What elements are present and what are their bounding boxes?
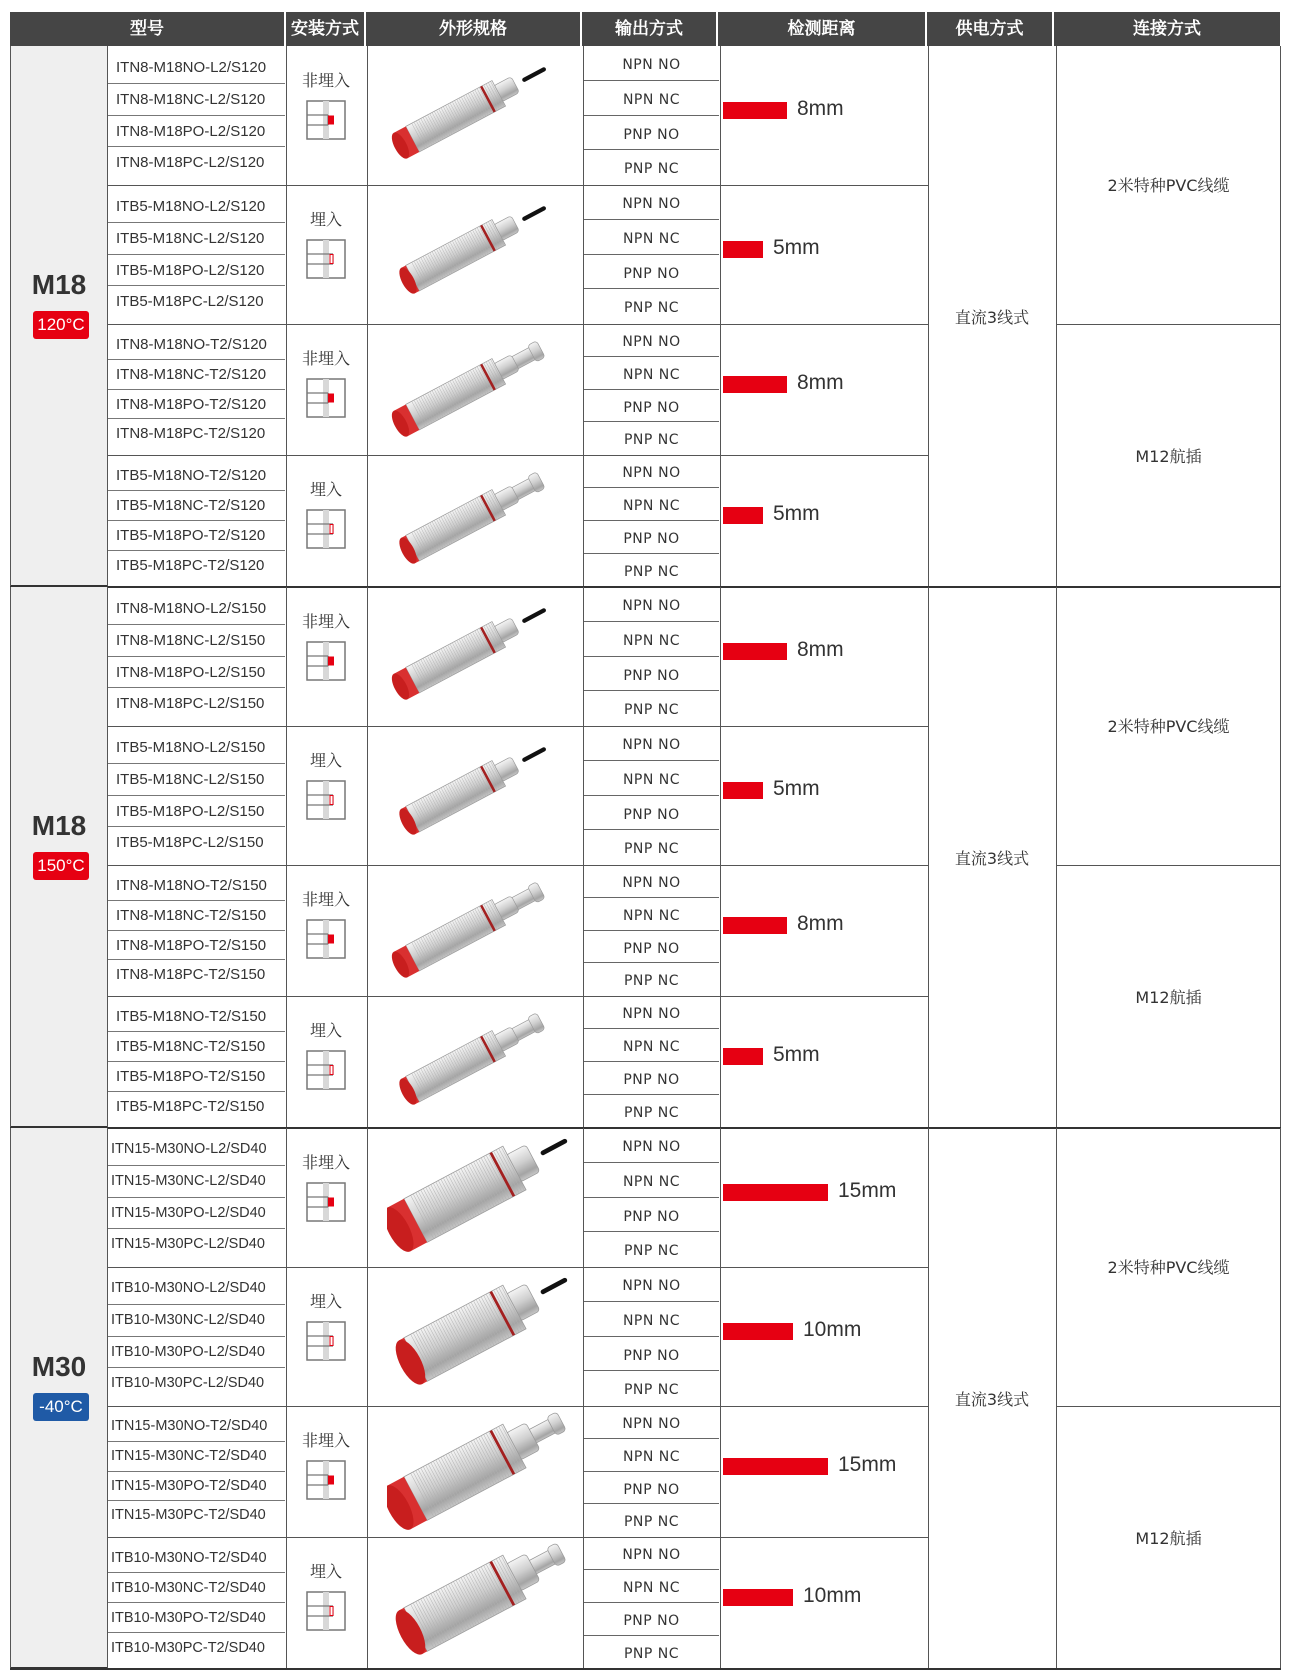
header-connection: 连接方式 [1133,19,1201,39]
model-number: ITN8-M18PO-T2/S120 [108,390,285,420]
non-flush-mount-icon [306,1182,346,1222]
output-type: PNP NO [584,1198,719,1233]
distance-value: 15mm [838,1178,897,1202]
model-number: ITN15-M30NO-T2/SD40 [108,1412,285,1442]
output-type: PNP NO [584,255,719,290]
temperature-badge: 150°C [33,852,89,880]
model-number: ITB5-M18PC-L2/S120 [116,293,264,311]
column-divider [286,1128,287,1669]
output-type: PNP NO [584,796,719,831]
column-divider [367,587,368,1128]
distance-value: 8mm [797,911,844,935]
mount-type-label: 非埋入 [301,890,350,909]
distance-value: 10mm [803,1584,862,1607]
output-type: NPN NC [584,1570,719,1603]
output-type: PNP NO [584,1603,719,1636]
output-type: NPN NO [584,1128,719,1163]
distance-bar [723,1589,793,1606]
output-type: NPN NC [584,1439,719,1472]
size-cell [10,1128,107,1669]
output-type: NPN NC [584,622,719,657]
non-flush-mount-icon [306,641,346,681]
output-type: NPN NO [584,996,719,1029]
output-type: NPN NO [584,1267,719,1302]
output-type: PNP NO [584,657,719,692]
model-number: ITB5-M18NC-L2/S120 [108,223,285,255]
output-type: NPN NC [584,488,719,521]
mount-type-label: 埋入 [309,1562,342,1581]
output-type: NPN NC [584,81,719,116]
distance-bar [723,1184,828,1201]
model-number: ITB10-M30PC-L2/SD40 [111,1375,265,1392]
mount-type-label: 埋入 [309,210,342,229]
header-shape: 外形规格 [366,12,582,46]
distance-bar [723,241,763,258]
output-type: NPN NO [584,1406,719,1439]
distance-value: 10mm [803,1317,862,1341]
output-type: NPN NC [584,898,719,931]
mount-type-label: 非埋入 [301,349,350,368]
row-divider [107,996,928,997]
row-divider [1056,865,1281,866]
column-divider [10,587,11,1128]
model-number: ITN8-M18NO-L2/S120 [108,52,285,84]
model-number: ITN8-M18PC-L2/S150 [116,695,265,713]
non-flush-mount-icon [306,378,346,418]
distance-value: 8mm [797,370,844,394]
model-number: ITN8-M18PC-T2/S150 [116,966,266,984]
model-number: ITB5-M18PO-T2/S120 [108,521,285,551]
connection-cable: 2米特种PVC线缆 [1107,1258,1230,1277]
model-number: ITB5-M18PC-T2/S150 [116,1098,265,1115]
flush-mount-icon [306,509,346,549]
column-divider [583,587,584,1128]
output-type: NPN NO [584,46,719,81]
column-divider [1056,1128,1057,1669]
sensor-image [387,1271,577,1395]
flush-mount-icon [306,1591,346,1631]
column-divider [286,587,287,1128]
column-divider [286,46,287,587]
mount-type-label: 非埋入 [301,71,350,90]
output-type: PNP NC [623,702,680,719]
non-flush-mount-icon [306,919,346,959]
size-label: M18 [31,809,87,841]
sensor-image [387,463,557,579]
column-divider [1280,1128,1281,1669]
sensor-image [387,1541,577,1665]
column-divider [928,587,929,1128]
output-type: PNP NC [623,432,680,449]
connection-m12: M12航插 [1135,446,1202,466]
output-type: PNP NC [623,1105,680,1121]
output-type: PNP NC [623,300,680,317]
mount-type-label: 非埋入 [301,612,350,631]
model-number: ITN15-M30NO-L2/SD40 [108,1134,285,1166]
model-number: ITB5-M18NO-L2/S150 [108,732,285,764]
output-type: PNP NC [623,1514,680,1531]
power-supply: 直流3线式 [954,848,1030,868]
row-divider [10,1668,1281,1670]
sensor-image [387,193,557,309]
header-model: 型号 [10,12,286,46]
column-divider [1280,587,1281,1128]
size-cell [10,587,107,1128]
model-number: ITN8-M18NC-T2/S120 [108,360,285,390]
model-number: ITN8-M18PO-L2/S120 [108,116,285,148]
column-divider [583,46,584,587]
model-number: ITB5-M18PO-L2/S120 [108,255,285,287]
column-divider [107,1128,108,1669]
column-divider [367,1128,368,1669]
output-type: PNP NC [623,161,680,178]
model-number: ITB5-M18NC-T2/S150 [108,1032,285,1062]
column-divider [583,1128,584,1669]
column-divider [1280,46,1281,587]
output-type: NPN NC [584,1163,719,1198]
model-number: ITN15-M30PO-L2/SD40 [108,1198,285,1230]
model-number: ITN8-M18NC-L2/S120 [108,84,285,116]
row-divider [107,324,928,325]
output-type: NPN NC [584,1029,719,1062]
sensor-image [387,873,557,989]
model-number: ITB10-M30NC-L2/SD40 [108,1305,285,1337]
output-type: PNP NO [584,1337,719,1372]
temperature-badge: 120°C [33,311,89,339]
output-type: NPN NO [584,455,719,488]
model-number: ITN15-M30NC-T2/SD40 [108,1442,285,1472]
row-divider [107,726,928,727]
mount-type-label: 非埋入 [301,1431,350,1450]
connection-m12: M12航插 [1135,987,1202,1007]
output-type: NPN NC [584,1302,719,1337]
flush-mount-icon [306,239,346,279]
model-number: ITN8-M18PC-T2/S120 [116,425,266,443]
output-type: NPN NO [584,865,719,898]
column-divider [720,1128,721,1669]
model-number: ITB5-M18PC-T2/S120 [116,557,265,574]
non-flush-mount-icon [306,1460,346,1500]
model-number: ITN8-M18NC-T2/S150 [108,901,285,931]
model-number: ITN8-M18PC-L2/S120 [116,154,265,172]
row-divider [1056,1406,1281,1407]
header-mount: 安装方式 [286,12,366,46]
model-number: ITB10-M30NO-T2/SD40 [108,1543,285,1573]
output-type: NPN NO [584,324,719,357]
flush-mount-icon [306,1321,346,1361]
header-distance: 检测距离 [718,12,927,46]
sensor-image [387,595,557,711]
distance-bar [723,507,763,524]
connection-m12: M12航插 [1135,1528,1202,1548]
column-divider [720,46,721,587]
output-type: NPN NC [584,761,719,796]
model-number: ITB5-M18NC-T2/S120 [108,491,285,521]
sensor-image [387,734,557,850]
distance-bar [723,782,763,799]
output-type: NPN NC [584,357,719,390]
column-divider [10,46,11,587]
column-divider [928,46,929,587]
row-divider [107,865,928,866]
mount-type-label: 埋入 [309,751,342,770]
non-flush-mount-icon [306,100,346,140]
sensor-image [387,54,557,170]
model-number: ITB10-M30PO-L2/SD40 [108,1337,285,1369]
mount-type-label: 埋入 [309,480,342,499]
output-type: NPN NO [584,726,719,761]
power-supply: 直流3线式 [954,1389,1030,1409]
output-type: PNP NO [584,521,719,554]
column-divider [1056,46,1057,587]
output-type: NPN NO [584,185,719,220]
mount-type-label: 埋入 [309,1292,342,1311]
distance-value: 8mm [797,637,844,661]
model-number: ITN15-M30PC-L2/SD40 [111,1236,265,1253]
column-divider [367,46,368,587]
distance-bar [723,917,787,934]
row-divider [107,185,928,186]
model-number: ITN8-M18PO-T2/S150 [108,931,285,961]
distance-value: 15mm [838,1452,897,1476]
header-power: 供电方式 [927,12,1054,46]
sensor-image [387,332,557,448]
row-divider [107,1267,928,1268]
flush-mount-icon [306,780,346,820]
output-type: PNP NC [623,1243,680,1260]
table-header [10,12,1280,46]
connection-cable: 2米特种PVC线缆 [1107,176,1230,195]
column-divider [720,587,721,1128]
model-number: ITB10-M30NO-L2/SD40 [108,1273,285,1305]
model-number: ITB5-M18PO-T2/S150 [108,1062,285,1092]
output-type: NPN NC [584,220,719,255]
output-type: PNP NO [584,931,719,964]
temperature-badge: -40°C [33,1393,89,1421]
output-type: PNP NO [584,116,719,151]
row-divider [107,1537,928,1538]
distance-value: 5mm [773,1043,820,1066]
sensor-image [387,1132,577,1256]
model-number: ITB5-M18PC-L2/S150 [116,834,264,852]
model-number: ITB10-M30NC-T2/SD40 [108,1573,285,1603]
distance-bar [723,1458,828,1475]
connection-cable: 2米特种PVC线缆 [1107,717,1230,736]
power-supply: 直流3线式 [954,307,1030,327]
column-divider [107,46,108,587]
column-divider [10,1128,11,1669]
distance-value: 8mm [797,96,844,120]
distance-value: 5mm [773,235,820,259]
mount-type-label: 埋入 [309,1021,342,1040]
output-type: PNP NO [584,390,719,423]
size-label: M30 [31,1350,87,1382]
sensor-image [387,1004,557,1120]
output-type: PNP NC [623,973,680,990]
distance-bar [723,376,787,393]
model-number: ITB5-M18NO-T2/S120 [108,461,285,491]
output-type: PNP NC [623,564,680,580]
distance-value: 5mm [773,776,820,800]
row-divider [1056,324,1281,325]
output-type: NPN NO [584,587,719,622]
distance-bar [723,1048,763,1065]
model-number: ITN8-M18NC-L2/S150 [108,625,285,657]
output-type: PNP NC [623,841,680,858]
model-number: ITN8-M18NO-T2/S120 [108,330,285,360]
size-label: M18 [31,268,87,300]
model-number: ITN8-M18NO-T2/S150 [108,871,285,901]
model-number: ITN8-M18NO-L2/S150 [108,593,285,625]
model-number: ITN15-M30NC-L2/SD40 [108,1166,285,1198]
column-divider [928,1128,929,1669]
column-divider [107,587,108,1128]
size-cell [10,46,107,587]
header-output: 输出方式 [582,12,718,46]
sensor-image [387,1410,577,1534]
column-divider [1056,587,1057,1128]
mount-type-label: 非埋入 [301,1153,350,1172]
row-divider [107,455,928,456]
model-number: ITN15-M30PO-T2/SD40 [108,1472,285,1502]
model-number: ITN8-M18PO-L2/S150 [108,657,285,689]
output-type: PNP NO [584,1062,719,1095]
distance-bar [723,102,787,119]
model-number: ITB10-M30PC-T2/SD40 [111,1640,265,1656]
model-number: ITN15-M30PC-T2/SD40 [111,1507,266,1524]
distance-value: 5mm [773,502,820,525]
model-number: ITB10-M30PO-T2/SD40 [108,1603,285,1633]
flush-mount-icon [306,1050,346,1090]
row-divider [107,1406,928,1407]
distance-bar [723,643,787,660]
output-type: PNP NC [623,1646,680,1662]
output-type: PNP NO [584,1472,719,1505]
distance-bar [723,1323,793,1340]
model-number: ITB5-M18NO-T2/S150 [108,1002,285,1032]
model-number: ITB5-M18PO-L2/S150 [108,796,285,828]
output-type: NPN NO [584,1537,719,1570]
model-number: ITB5-M18NC-L2/S150 [108,764,285,796]
model-number: ITB5-M18NO-L2/S120 [108,191,285,223]
output-type: PNP NC [623,1382,680,1399]
